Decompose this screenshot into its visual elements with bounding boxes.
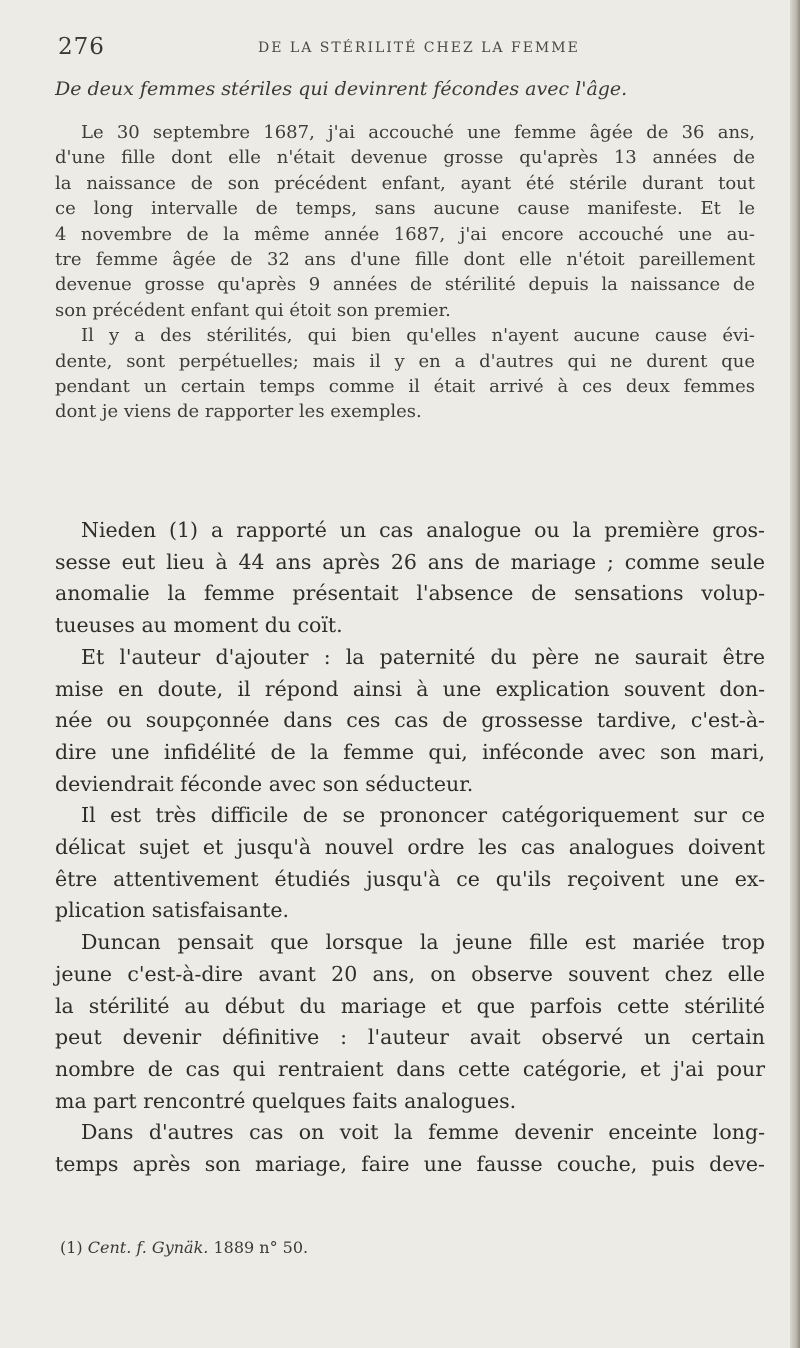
text-line: Il est très difficile de se prononcer catégoriquement sur ce	[81, 803, 765, 828]
text-line: temps après son mariage, faire une fausse couche, puis deve-	[55, 1152, 765, 1177]
text-line: ce long intervalle de temps, sans aucune cause manifeste. Et le	[55, 198, 755, 220]
text-line: jeune c'est-à-dire avant 20 ans, on observe souvent chez elle	[55, 961, 765, 986]
text-line: délicat sujet et jusqu'à nouvel ordre les cas analogues doivent	[55, 835, 765, 860]
text-line: tre femme âgée de 32 ans d'une fille dont elle n'étoit pareillement	[55, 249, 755, 271]
footnote-journal: Cent. f. Gynäk.	[87, 1238, 209, 1257]
text-line: anomalie la femme présentait l'absence de sensations volup-	[55, 581, 765, 606]
footnote-details: 1889 n° 50.	[213, 1238, 309, 1257]
text-line: sesse eut lieu à 44 ans après 26 ans de mariage ; comme seule	[55, 549, 765, 574]
text-line: dont je viens de rapporter les exemples.	[55, 401, 422, 423]
observation-quote	[55, 120, 755, 425]
page-number: 276	[58, 34, 105, 60]
text-line: Et l'auteur d'ajouter : la paternité du père ne saurait être	[81, 644, 765, 669]
text-line: mise en doute, il répond ainsi à une explication souvent don-	[55, 676, 765, 701]
running-title: DE LA STÉRILITÉ CHEZ LA FEMME	[258, 40, 580, 56]
text-line: 4 novembre de la même année 1687, j'ai encore accouché une au-	[55, 223, 755, 245]
body-text	[55, 515, 765, 1181]
text-line: devenue grosse qu'après 9 années de stérilité depuis la naissance de	[55, 274, 755, 296]
text-line: Dans d'autres cas on voit la femme devenir enceinte long-	[81, 1120, 765, 1145]
text-line: pendant un certain temps comme il était arrivé à ces deux femmes	[55, 376, 755, 398]
text-line: Il y a des stérilités, qui bien qu'elles n'ayent aucune cause évi-	[81, 325, 755, 347]
running-head	[58, 34, 758, 64]
text-line: son précédent enfant qui étoit son premier.	[55, 299, 451, 321]
text-line: tueuses au moment du coït.	[55, 613, 343, 638]
text-line: née ou soupçonnée dans ces cas de grossesse tardive, c'est-à-	[55, 708, 765, 733]
text-line: peut devenir définitive : l'auteur avait observé un certain	[55, 1025, 765, 1050]
text-line: d'une fille dont elle n'était devenue grosse qu'après 13 années de	[55, 147, 755, 169]
page-edge	[790, 0, 800, 1348]
text-line: dente, sont perpétuelles; mais il y en a d'autres qui ne durent que	[55, 350, 755, 372]
text-line: la naissance de son précédent enfant, ayant été stérile durant tout	[55, 172, 755, 194]
footnote	[60, 1238, 308, 1257]
text-line: plication satisfaisante.	[55, 898, 290, 923]
text-line: Duncan pensait que lorsque la jeune fille est mariée trop	[81, 930, 765, 955]
text-line: Nieden (1) a rapporté un cas analogue ou la première gros-	[81, 518, 765, 542]
text-line: deviendrait féconde avec son séducteur.	[55, 771, 474, 796]
text-line: dire une infidélité de la femme qui, inféconde avec son mari,	[55, 739, 765, 764]
footnote-marker: (1)	[60, 1238, 83, 1257]
text-line: être attentivement étudiés jusqu'à ce qu'ils reçoivent une ex-	[55, 866, 765, 891]
text-line: nombre de cas qui rentraient dans cette catégorie, et j'ai pour	[55, 1056, 765, 1081]
section-title: De deux femmes stériles qui devinrent fécondes avec l'âge.	[55, 78, 628, 100]
text-line: la stérilité au début du mariage et que parfois cette stérilité	[55, 993, 765, 1018]
text-line: ma part rencontré quelques faits analogues.	[55, 1088, 517, 1113]
text-line: Le 30 septembre 1687, j'ai accouché une femme âgée de 36 ans,	[81, 122, 755, 143]
